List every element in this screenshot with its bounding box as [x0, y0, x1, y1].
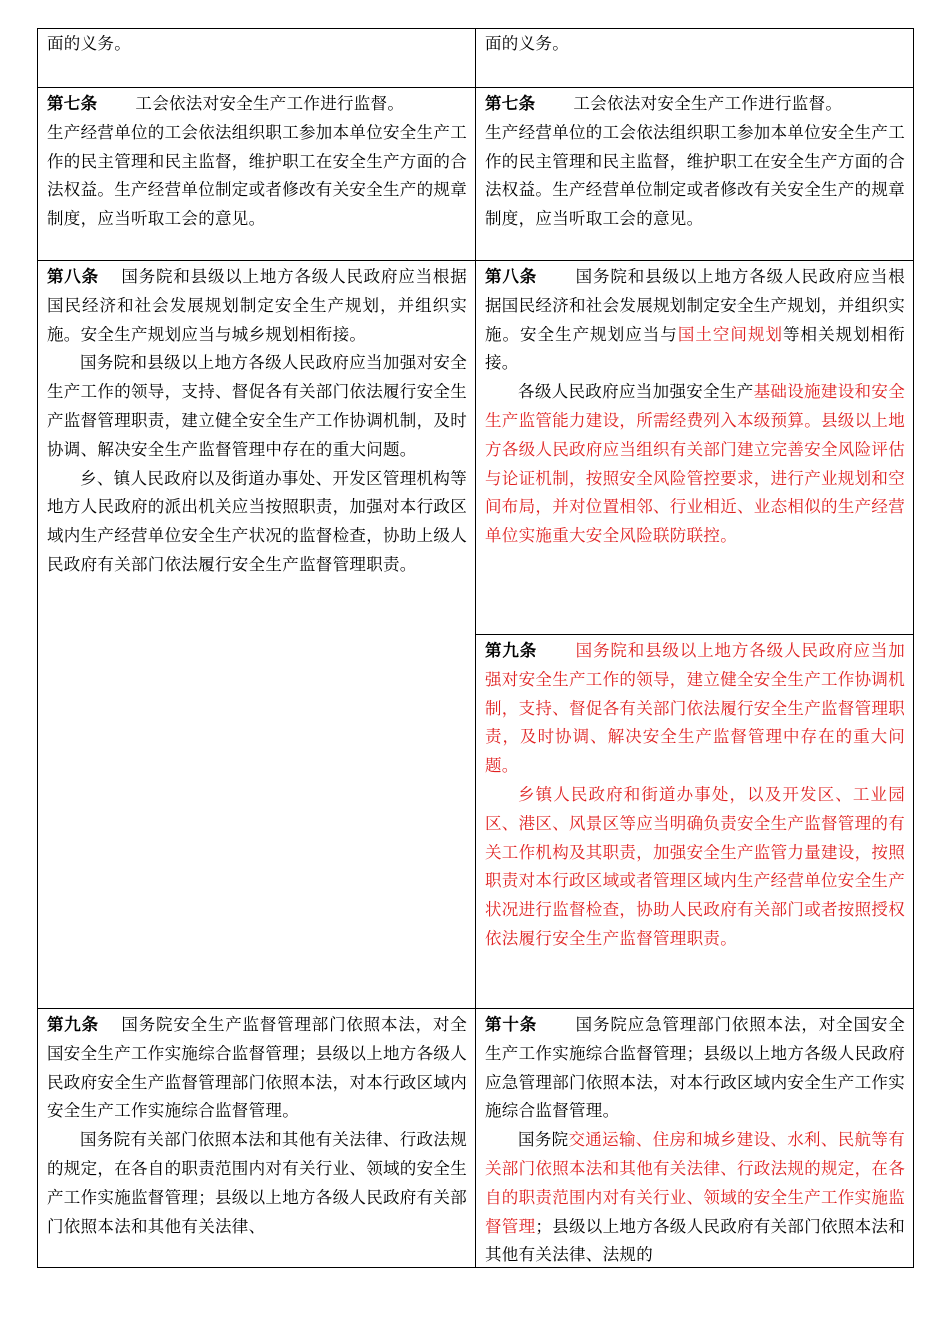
row-divider — [37, 87, 914, 88]
row1-left-cell — [47, 90, 467, 258]
article-number: 第八条 — [485, 267, 538, 286]
amended-text: 国土空间规划 — [677, 324, 784, 344]
amended-text: 国务院和县级以上地方各级人民政府应当加强对安全生产工作的领导，建立健全安全生产工作协调机制，支持、督促各有关部门依法履行安全生产监督管理职责，及时协调、解决安全生产监督管理中存在的重大问题。 — [485, 641, 905, 776]
row-divider — [475, 634, 914, 635]
article-8-new-p2: 各级人民政府应当加强安全生产基础设施建设和安全生产监管能力建设，所需经费列入本级预算。县级以上地方各级人民政府应当组织有关部门建立完善安全风险评估与论证机制，按照安全风险管控要求，进行产业规划和空间布局，并对位置相邻、行业相近、业态相似的生产经营单位实施重大安全风险联防联控。 — [485, 382, 905, 546]
article-8-old-p3: 乡、镇人民政府以及街道办事处、开发区管理机构等地方人民政府的派出机关应当按照职责，加强对本行政区域内生产经营单位安全生产状况的监督检查，协助上级人民政府有关部门依法履行安全生产监督管理职责。 — [47, 468, 467, 574]
row3-right-cell — [485, 1011, 905, 1266]
row0-right-cell — [485, 30, 905, 85]
article-9-old-p1: 第九条 国务院安全生产监督管理部门依照本法，对全国安全生产工作实施综合监督管理；县级以上地方各级人民政府安全生产监督管理部门依照本法，对本行政区域内安全生产工作实施综合监督管理。 — [47, 1015, 467, 1121]
article-8-new-p1: 第八条 国务院和县级以上地方各级人民政府应当根据国民经济和社会发展规划制定安全生产规划，并组织实施。安全生产规划应当与国土空间规划等相关规划相衔接。 — [485, 267, 905, 373]
article-number: 第十条 — [485, 1015, 538, 1034]
amended-text: 基础设施建设和安全生产监管能力建设，所需经费列入本级预算。县级以上地方各级人民政府应当组织有关部门建立完善安全风险评估与论证机制，按照安全风险管控要求，进行产业规划和空间布局，并对位置相邻、行业相近、业态相似的生产经营单位实施重大安全风险联防联控。 — [485, 382, 905, 546]
row1-right-cell — [485, 90, 905, 258]
row2-right-bottom-cell — [485, 637, 905, 1005]
column-divider — [475, 28, 476, 1268]
row0-left-text: 面的义务。 — [47, 34, 131, 53]
article-8-old-p1: 第八条 国务院和县级以上地方各级人民政府应当根据国民经济和社会发展规划制定安全生产规划，并组织实施。安全生产规划应当与城乡规划相衔接。 — [47, 267, 467, 344]
row2-right-top-cell — [485, 263, 905, 632]
article-9-old-p2: 国务院有关部门依照本法和其他有关法律、行政法规的规定，在各自的职责范围内对有关行业、领域的安全生产工作实施监督管理；县级以上地方各级人民政府有关部门依照本法和其他有关法律、 — [47, 1130, 467, 1236]
article-10-new-p1: 第十条 国务院应急管理部门依照本法，对全国安全生产工作实施综合监督管理；县级以上地方各级人民政府应急管理部门依照本法，对本行政区域内安全生产工作实施综合监督管理。 — [485, 1015, 905, 1121]
row-divider — [37, 1008, 914, 1009]
article-number: 第九条 — [485, 641, 538, 660]
article-7-new-p2: 生产经营单位的工会依法组织职工参加本单位安全生产工作的民主管理和民主监督，维护职工在安全生产方面的合法权益。生产经营单位制定或者修改有关安全生产的规章制度，应当听取工会的意见。 — [485, 122, 905, 229]
row0-right-text: 面的义务。 — [485, 34, 569, 53]
article-8-old-p2: 国务院和县级以上地方各级人民政府应当加强对安全生产工作的领导，支持、督促各有关部门依法履行安全生产监督管理职责，建立健全安全生产工作协调机制，及时协调、解决安全生产监督管理中存在的重大问题。 — [47, 353, 467, 459]
article-number: 第九条 — [47, 1015, 99, 1034]
article-7-old-p1: 第七条 工会依法对安全生产工作进行监督。 — [47, 94, 405, 113]
row3-left-cell — [47, 1011, 467, 1266]
row-divider — [37, 260, 914, 261]
article-9-new-p2: 乡镇人民政府和街道办事处，以及开发区、工业园区、港区、风景区等应当明确负责安全生产监督管理的有关工作机构及其职责，加强安全生产监管力量建设，按照职责对本行政区域或者管理区域内生产经营单位安全生产状况进行监督检查，协助人民政府有关部门或者按照授权依法履行安全生产监督管理职责。 — [485, 784, 905, 948]
article-7-old-p2: 生产经营单位的工会依法组织职工参加本单位安全生产工作的民主管理和民主监督，维护职工在安全生产方面的合法权益。生产经营单位制定或者修改有关安全生产的规章制度，应当听取工会的意见。 — [47, 122, 467, 229]
article-10-new-p2: 国务院交通运输、住房和城乡建设、水利、民航等有关部门依照本法和其他有关法律、行政法规的规定，在各自的职责范围内对有关行业、领域的安全生产工作实施监督管理；县级以上地方各级人民政府有关部门依照本法和其他有关法律、法规的 — [485, 1130, 905, 1265]
article-7-new-p1: 第七条 工会依法对安全生产工作进行监督。 — [485, 94, 843, 113]
article-9-new-p1 — [485, 637, 905, 781]
article-number: 第七条 — [485, 94, 536, 113]
article-number: 第七条 — [47, 94, 98, 113]
row2-left-cell — [47, 263, 467, 1005]
article-number: 第八条 — [47, 267, 99, 286]
row0-left-cell — [47, 30, 467, 85]
amended-text: 交通运输、住房和城乡建设、水利、民航等有关部门依照本法和其他有关法律、行政法规的规定，在各自的职责范围内对有关行业、领域的安全生产工作实施监督管理 — [485, 1130, 905, 1236]
